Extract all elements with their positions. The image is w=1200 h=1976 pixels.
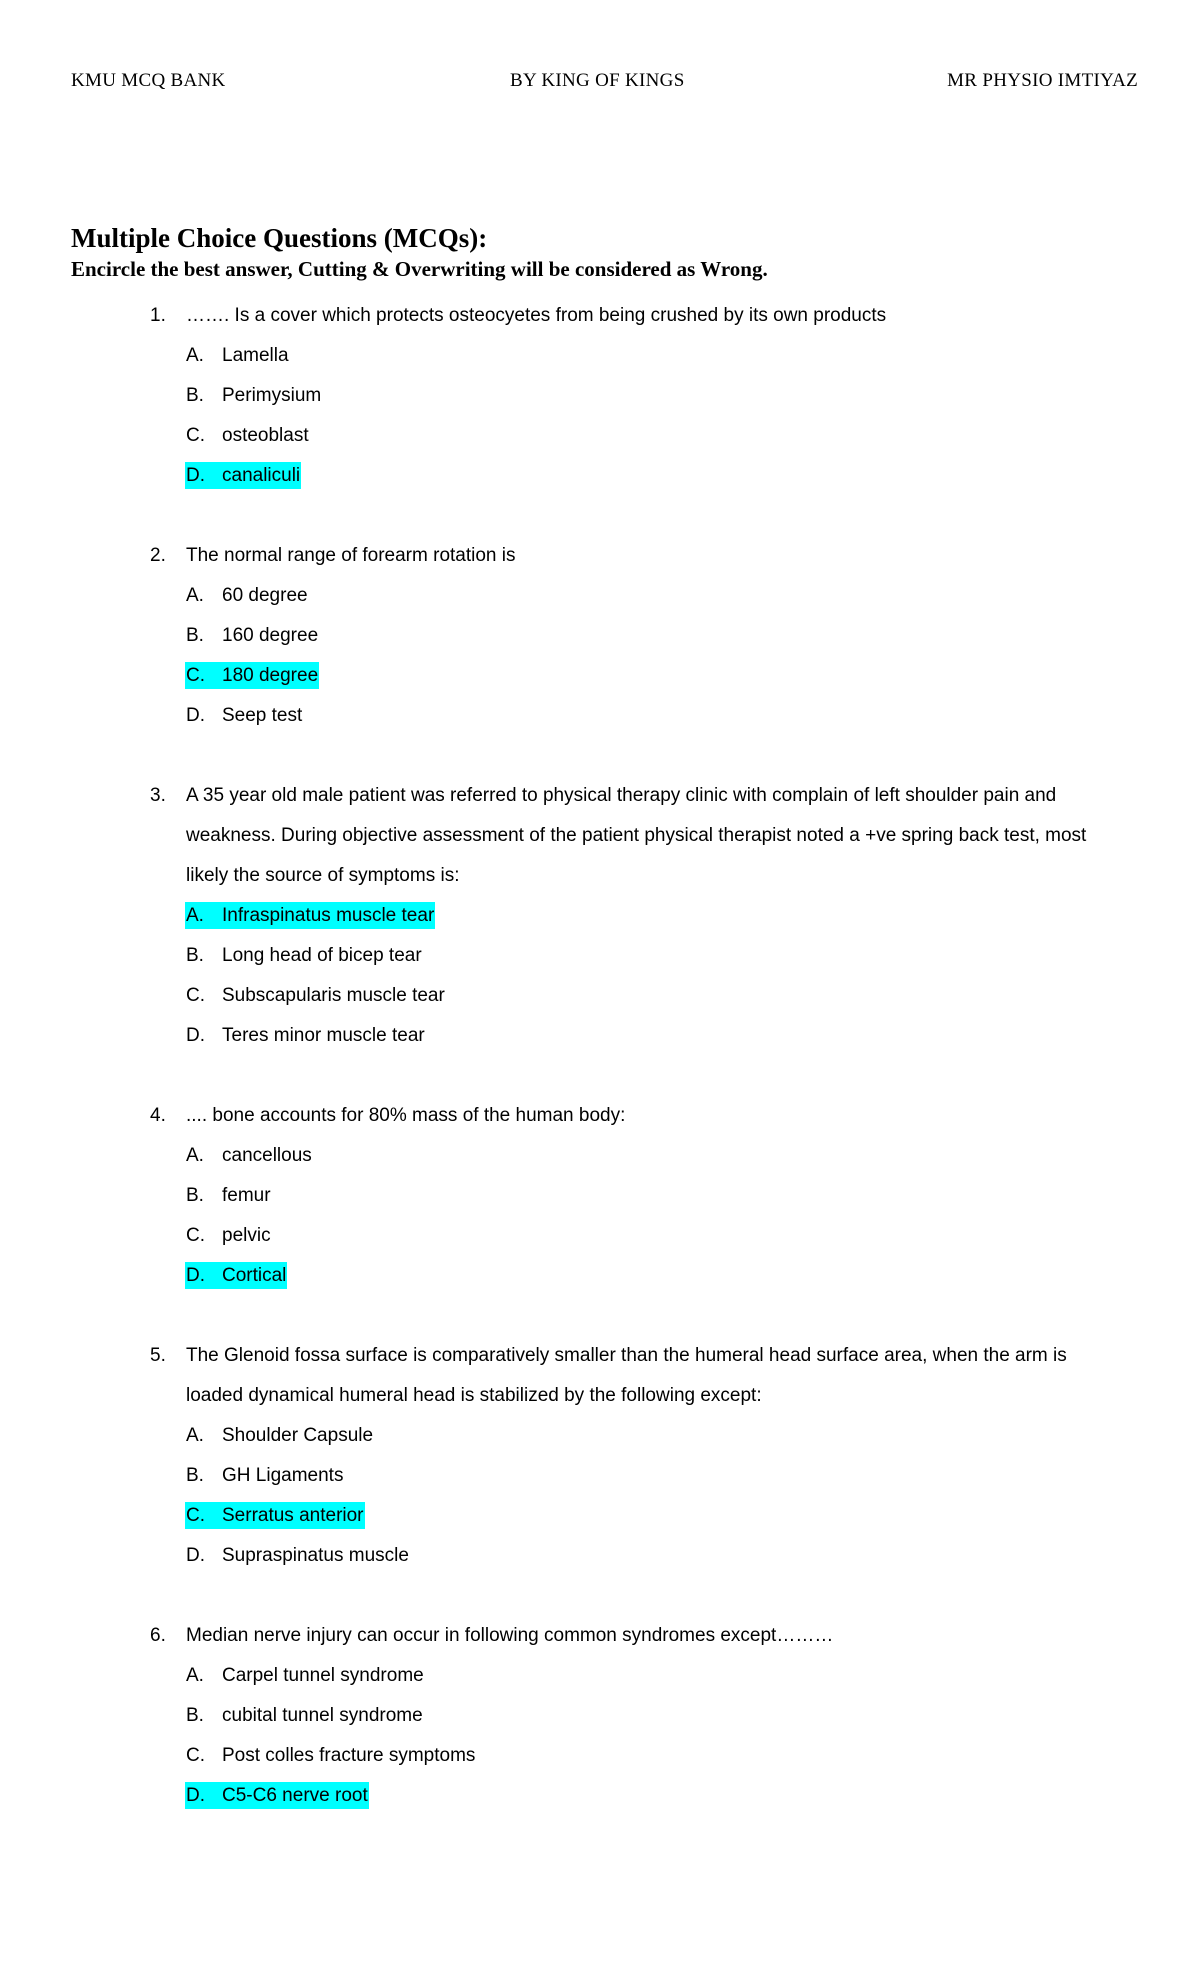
answer-option <box>0 1216 1200 1256</box>
answer-options <box>0 1656 1200 1816</box>
answer-options <box>0 1416 1200 1576</box>
question-number: 1. <box>150 305 166 326</box>
option-text: Long head of bicep tear <box>222 945 422 966</box>
option-text: Supraspinatus muscle <box>222 1545 409 1566</box>
option-line <box>186 382 322 409</box>
question-text: A 35 year old male patient was referred to physical therapy clinic with complain of left shoulder pain and weakness. During objective assessment of the patient physical therapist noted a +ve spring back test, most likely the source of symptoms is: <box>186 785 1087 886</box>
option-letter: B. <box>186 625 204 646</box>
answer-option <box>0 336 1200 376</box>
question-item <box>0 296 1200 496</box>
option-text: Carpel tunnel syndrome <box>222 1665 424 1686</box>
answer-option <box>0 1016 1200 1056</box>
answer-option <box>0 696 1200 736</box>
option-text: Teres minor muscle tear <box>222 1025 425 1046</box>
option-letter: A. <box>186 345 204 366</box>
answer-options <box>0 1136 1200 1296</box>
question-number: 6. <box>150 1625 166 1646</box>
answer-option <box>0 1656 1200 1696</box>
option-line <box>186 1182 272 1209</box>
highlighted-answer <box>185 1262 287 1289</box>
option-line <box>186 1462 344 1489</box>
option-letter: D. <box>186 705 205 726</box>
option-line <box>186 1702 424 1729</box>
option-letter: C. <box>186 665 205 686</box>
answer-option <box>0 1536 1200 1576</box>
highlighted-answer <box>185 662 319 689</box>
answer-option-correct <box>0 1776 1200 1816</box>
question-stem <box>0 536 1106 576</box>
question-text: The normal range of forearm rotation is <box>186 545 516 566</box>
answer-options <box>0 336 1200 496</box>
option-text: Seep test <box>222 705 303 726</box>
option-text: Cortical <box>222 1265 287 1286</box>
option-letter: D. <box>186 465 205 486</box>
option-line <box>186 582 309 609</box>
option-line <box>186 942 423 969</box>
option-letter: C. <box>186 1745 205 1766</box>
option-line <box>186 1142 313 1169</box>
answer-option-correct <box>0 1496 1200 1536</box>
option-text: pelvic <box>222 1225 271 1246</box>
option-text: GH Ligaments <box>222 1465 344 1486</box>
option-line <box>186 1662 425 1689</box>
answer-option <box>0 1736 1200 1776</box>
option-line <box>186 702 303 729</box>
option-letter: B. <box>186 1705 204 1726</box>
answer-option <box>0 1416 1200 1456</box>
question-stem <box>0 1336 1106 1416</box>
question-number: 3. <box>150 785 166 806</box>
option-text: Serratus anterior <box>222 1505 364 1526</box>
option-line <box>186 622 319 649</box>
question-list <box>0 296 1200 1856</box>
answer-option <box>0 1136 1200 1176</box>
question-item <box>0 776 1200 1056</box>
document-instructions: Encircle the best answer, Cutting & Overwriting will be considered as Wrong. <box>71 257 768 281</box>
option-letter: A. <box>186 585 204 606</box>
option-line <box>186 1022 426 1049</box>
highlighted-answer <box>185 462 301 489</box>
answer-option-correct <box>0 1256 1200 1296</box>
page-header <box>71 70 1138 100</box>
answer-option <box>0 976 1200 1016</box>
option-line <box>186 1422 374 1449</box>
option-letter: A. <box>186 1425 204 1446</box>
option-letter: D. <box>186 1025 205 1046</box>
answer-options <box>0 576 1200 736</box>
option-text: Infraspinatus muscle tear <box>222 905 435 926</box>
option-letter: C. <box>186 1225 205 1246</box>
answer-option <box>0 1696 1200 1736</box>
option-text: cubital tunnel syndrome <box>222 1705 423 1726</box>
question-stem <box>0 1096 1106 1136</box>
question-text: .... bone accounts for 80% mass of the human body: <box>186 1105 626 1126</box>
question-number: 4. <box>150 1105 166 1126</box>
option-line <box>186 1542 410 1569</box>
option-letter: C. <box>186 1505 205 1526</box>
option-text: 160 degree <box>222 625 319 646</box>
option-text: 180 degree <box>222 665 319 686</box>
header-right-text: MR PHYSIO IMTIYAZ <box>947 70 1138 91</box>
option-letter: B. <box>186 1185 204 1206</box>
document-title: Multiple Choice Questions (MCQs): <box>71 223 488 253</box>
question-number: 2. <box>150 545 166 566</box>
answer-option-correct <box>0 456 1200 496</box>
highlighted-answer <box>185 902 435 929</box>
option-letter: C. <box>186 425 205 446</box>
option-letter: B. <box>186 1465 204 1486</box>
question-item <box>0 1096 1200 1296</box>
option-text: Post colles fracture symptoms <box>222 1745 476 1766</box>
option-text: osteoblast <box>222 425 309 446</box>
option-line <box>186 982 446 1009</box>
question-item <box>0 1616 1200 1816</box>
option-text: Lamella <box>222 345 289 366</box>
question-text: ……. Is a cover which protects osteocyetes from being crushed by its own products <box>186 305 887 326</box>
option-line <box>186 1222 272 1249</box>
answer-option <box>0 1176 1200 1216</box>
question-stem <box>0 296 1106 336</box>
option-text: 60 degree <box>222 585 308 606</box>
option-letter: D. <box>186 1545 205 1566</box>
question-item <box>0 1336 1200 1576</box>
option-line <box>186 342 290 369</box>
option-letter: B. <box>186 945 204 966</box>
option-letter: A. <box>186 1665 204 1686</box>
option-letter: D. <box>186 1785 205 1806</box>
option-text: canaliculi <box>222 465 301 486</box>
question-item <box>0 536 1200 736</box>
option-text: Shoulder Capsule <box>222 1425 374 1446</box>
answer-option <box>0 576 1200 616</box>
option-letter: A. <box>186 905 204 926</box>
option-line <box>186 422 310 449</box>
option-line <box>186 1742 476 1769</box>
question-number: 5. <box>150 1345 166 1366</box>
header-center-text: BY KING OF KINGS <box>510 70 685 91</box>
highlighted-answer <box>185 1502 365 1529</box>
option-text: C5-C6 nerve root <box>222 1785 368 1806</box>
question-stem <box>0 1616 1106 1656</box>
option-text: Subscapularis muscle tear <box>222 985 445 1006</box>
answer-option-correct <box>0 656 1200 696</box>
answer-option <box>0 936 1200 976</box>
answer-option <box>0 416 1200 456</box>
question-stem <box>0 776 1106 896</box>
question-text: The Glenoid fossa surface is comparatively smaller than the humeral head surface area, when the arm is loaded dynamical humeral head is stabilized by the following except: <box>186 1345 1067 1406</box>
option-text: femur <box>222 1185 271 1206</box>
answer-option <box>0 1456 1200 1496</box>
option-letter: A. <box>186 1145 204 1166</box>
question-text: Median nerve injury can occur in following common syndromes except……… <box>186 1625 834 1646</box>
option-text: Perimysium <box>222 385 322 406</box>
header-left-text: KMU MCQ BANK <box>71 70 226 91</box>
option-letter: D. <box>186 1265 205 1286</box>
answer-option <box>0 376 1200 416</box>
option-letter: C. <box>186 985 205 1006</box>
highlighted-answer <box>185 1782 369 1809</box>
answer-option <box>0 616 1200 656</box>
option-text: cancellous <box>222 1145 312 1166</box>
answer-option-correct <box>0 896 1200 936</box>
option-letter: B. <box>186 385 204 406</box>
answer-options <box>0 896 1200 1056</box>
